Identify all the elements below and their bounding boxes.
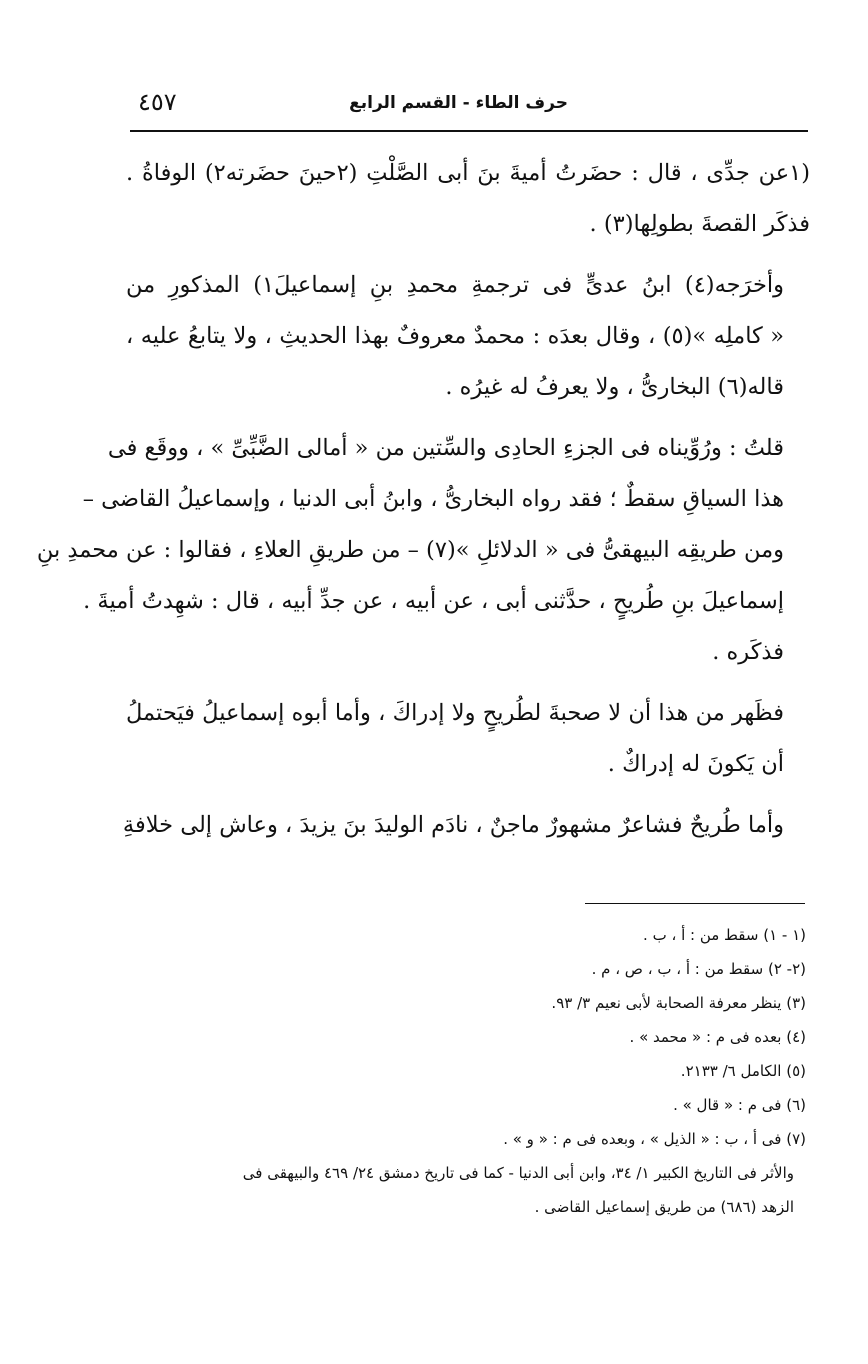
footnotes bbox=[120, 918, 806, 1224]
footnote: (٤) بعده فى م : « محمد » . bbox=[629, 1028, 806, 1046]
paragraph-1 bbox=[126, 148, 810, 250]
text-line: وأخرَجه(٤) ابنُ عدىٍّ فى ترجمةِ محمدِ بنِ إسماعيلَ١) المذكورِ من bbox=[126, 272, 784, 298]
text-line: فذكَر القصةَ بطولِها(٣) . bbox=[589, 211, 810, 237]
footnote: (٦) فى م : « قال » . bbox=[673, 1096, 806, 1114]
footnote: (٥) الكامل ٦/ ٢١٣٣. bbox=[680, 1062, 806, 1080]
text-line: ومن طريقِه البيهقىُّ فى « الدلائلِ »(٧) – من طريقِ العلاءِ ، فقالوا : عن محمدِ بنِ bbox=[36, 537, 784, 563]
text-line: إسماعيلَ بنِ طُريحٍ ، حدَّثنى أبى ، عن أبيه ، عن جدِّ أبيه ، قال : شهِدتُ أميةَ . bbox=[83, 588, 784, 614]
footnote: (٧) فى أ ، ب : « الذيل » ، وبعده فى م : « و » . bbox=[503, 1130, 806, 1148]
text-line: وأما طُريحٌ فشاعرٌ مشهورٌ ماجنٌ ، نادَم الوليدَ بنَ يزيدَ ، وعاش إلى خلافةِ bbox=[122, 812, 784, 838]
text-line: (١عن جدِّى ، قال : حضَرتُ أميةَ بنَ أبى الصَّلْتِ (٢حينَ حضَرته٢) الوفاةُ . bbox=[126, 160, 810, 186]
footnote-continuation: الزهد (٦٨٦) من طريق إسماعيل القاضى . bbox=[534, 1198, 794, 1216]
paragraph-2 bbox=[126, 260, 810, 413]
footnote-rule bbox=[585, 903, 805, 904]
page-header bbox=[130, 86, 808, 122]
running-title: حرف الطاء - القسم الرابع bbox=[349, 93, 568, 113]
footnote: (٣) ينظر معرفة الصحابة لأبى نعيم ٣/ ٩٣. bbox=[551, 994, 806, 1012]
header-rule bbox=[130, 130, 808, 132]
text-line: فظَهر من هذا أن لا صحبةَ لطُريحٍ ولا إدراكَ ، وأما أبوه إسماعيلُ فيَحتملُ bbox=[126, 700, 784, 726]
text-line: « كاملِه »(٥) ، وقال بعدَه : محمدٌ معروفٌ بهذا الحديثِ ، ولا يتابعُ عليه ، bbox=[126, 323, 784, 349]
footnote: (١ - ١) سقط من : أ ، ب . bbox=[643, 926, 806, 944]
main-text bbox=[36, 148, 810, 861]
paragraph-5 bbox=[122, 800, 810, 851]
text-line: فذكَره . bbox=[712, 639, 784, 665]
footnote: (٢- ٢) سقط من : أ ، ب ، ص ، م . bbox=[591, 960, 806, 978]
text-line: هذا السياقِ سقطٌ ؛ فقد رواه البخارىُّ ، وابنُ أبى الدنيا ، وإسماعيلُ القاضى – bbox=[82, 486, 784, 512]
text-line: أن يَكونَ له إدراكٌ . bbox=[607, 751, 784, 777]
paragraph-4 bbox=[126, 688, 810, 790]
text-line: قاله(٦) البخارىُّ ، ولا يعرفُ له غيرُه . bbox=[445, 374, 784, 400]
paragraph-3 bbox=[36, 423, 810, 678]
text-line: قلتُ : ورُوِّيناه فى الجزءِ الحادِى والسِّتين من « أمالى الضَّبِّىِّ » ، ووقَع فى bbox=[107, 435, 784, 461]
footnote-continuation: والأثر فى التاريخ الكبير ١/ ٣٤، وابن أبى الدنيا - كما فى تاريخ دمشق ٢٤/ ٤٦٩ والبيهقى فى bbox=[242, 1164, 794, 1182]
page-number: ٤٥٧ bbox=[138, 88, 177, 116]
